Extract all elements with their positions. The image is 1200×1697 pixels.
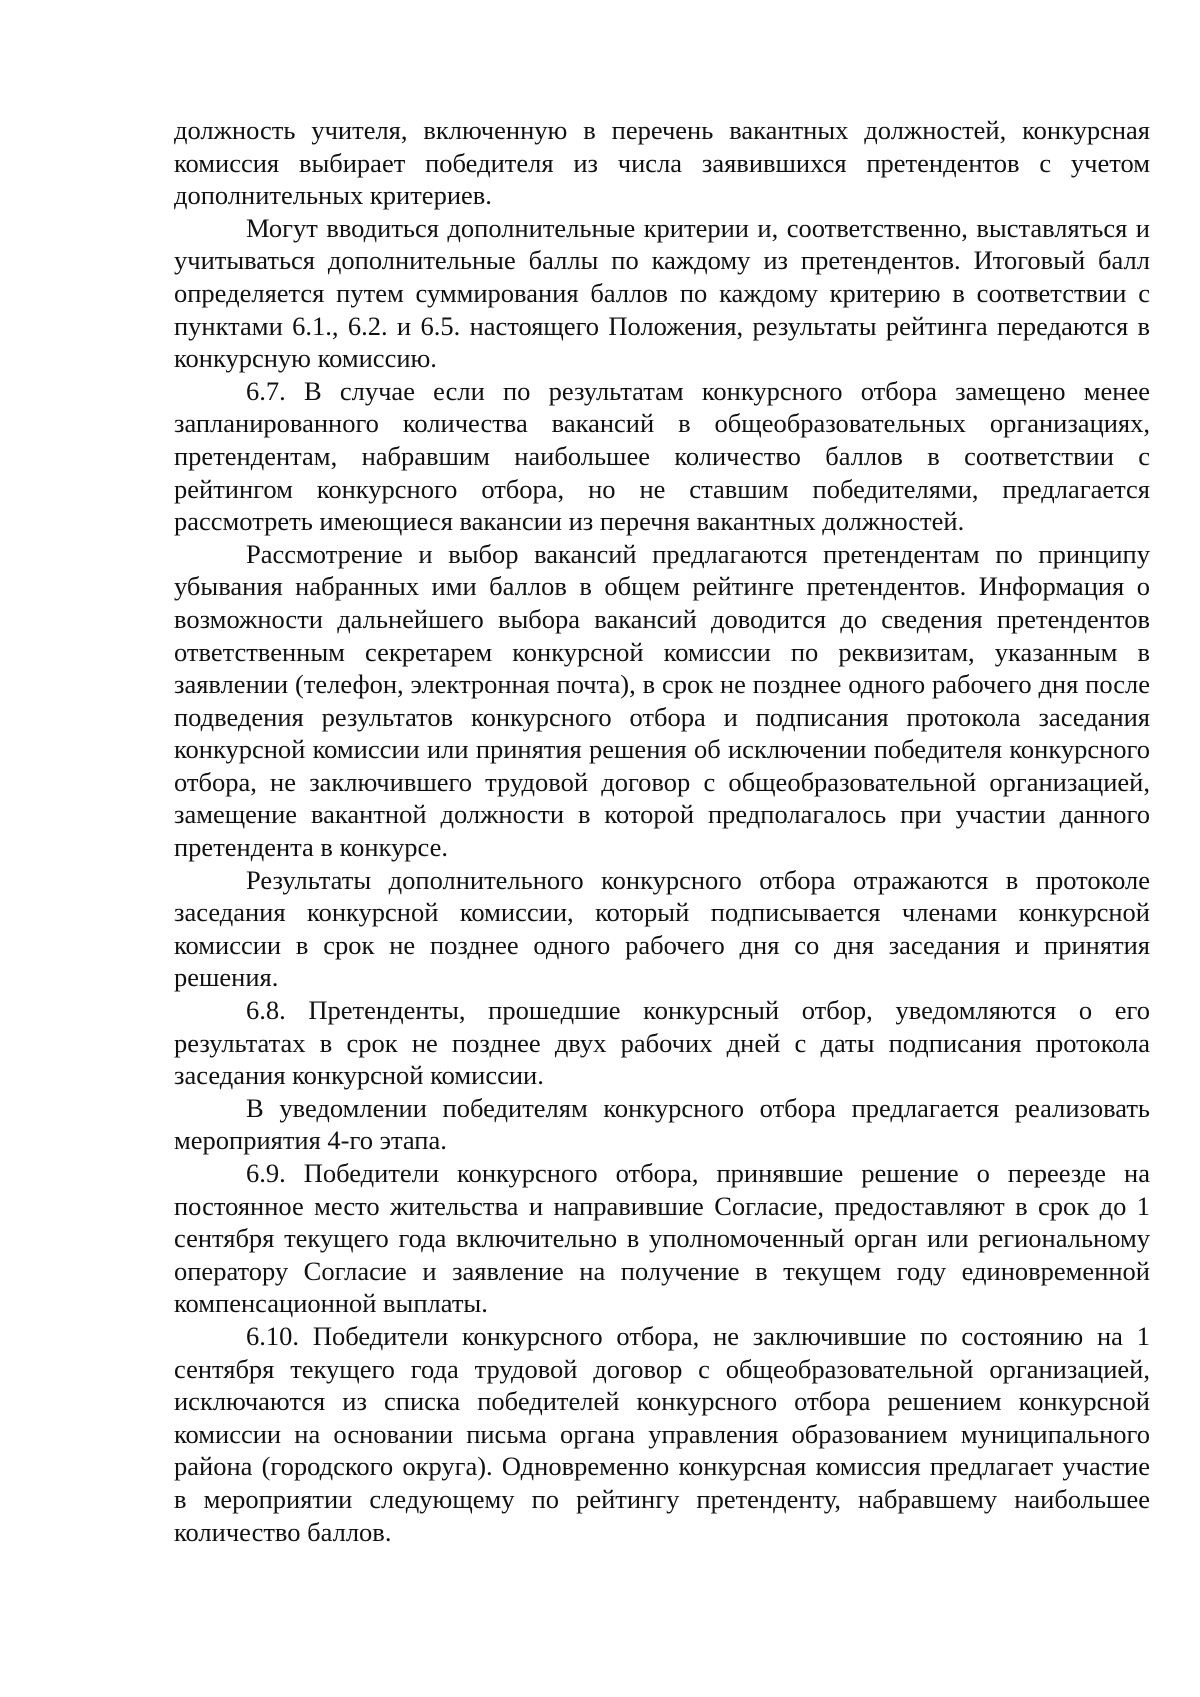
paragraph-6-7: 6.7. В случае если по результатам конкурсного отбора замещено менее запланированного количества вакансий в общеобразовательных организациях, претендентам, набравшим наибольшее количество баллов в соответствии с рейтингом конкурсного отбора, но не ставшим победителями, предлагается рассмотреть имеющиеся вакансии из перечня вакантных должностей. [174,375,1150,537]
paragraph-6-10: 6.10. Победители конкурсного отбора, не заключившие по состоянию на 1 сентября текущего года трудовой договор с общеобразовательной организацией, исключаются из списка победителей конкурсного отбора решением конкурсной комиссии на основании письма органа управления образованием муниципального района (городского округа). Одновременно конкурсная комиссия предлагает участие в мероприятии следующему по рейтингу претенденту, набравшему наибольшее количество баллов. [174,1320,1150,1547]
paragraph-6-8: 6.8. Претенденты, прошедшие конкурсный отбор, уведомляются о его результатах в срок не позднее двух рабочих дней с даты подписания протокола заседания конкурсной комиссии. [174,995,1150,1091]
paragraph-additional-results: Результаты дополнительного конкурсного отбора отражаются в протоколе заседания конкурсной комиссии, который подписывается членами конкурсной комиссии в срок не позднее одного рабочего дня со дня заседания и принятия решения. [174,864,1150,993]
paragraph-continuation: должность учителя, включенную в перечень вакантных должностей, конкурсная комиссия выбирает победителя из числа заявившихся претендентов с учетом дополнительных критериев. [174,115,1150,211]
paragraph-6-9: 6.9. Победители конкурсного отбора, принявшие решение о переезде на постоянное место жительства и направившие Согласие, предоставляют в срок до 1 сентября текущего года включительно в уполномоченный орган или региональному оператору Согласие и заявление на получение в текущем году единовременной компенсационной выплаты. [174,1158,1150,1319]
paragraph-vacancy-selection: Рассмотрение и выбор вакансий предлагаются претендентам по принципу убывания набранных ими баллов в общем рейтинге претендентов. Информация о возможности дальнейшего выбора вакансий доводится до сведения претендентов ответственным секретарем конкурсной комиссии по реквизитам, указанным в заявлении (телефон, электронная почта), в срок не позднее одного рабочего дня после подведения результатов конкурсного отбора и подписания протокола заседания конкурсной комиссии или принятия решения об исключении победителя конкурсного отбора, не заключившего трудовой договор с общеобразовательной организацией, замещение вакантной должности в которой предполагалось при участии данного претендента в конкурсе. [174,538,1150,863]
document-body [174,114,1150,1548]
paragraph-additional-criteria: Могут вводиться дополнительные критерии и, соответственно, выставляться и учитываться дополнительные баллы по каждому из претендентов. Итоговый балл определяется путем суммирования баллов по каждому критерию в соответствии с пунктами 6.1., 6.2. и 6.5. настоящего Положения, результаты рейтинга передаются в конкурсную комиссию. [174,212,1150,374]
paragraph-notification: В уведомлении победителям конкурсного отбора предлагается реализовать мероприятия 4-го этапа. [174,1092,1150,1156]
